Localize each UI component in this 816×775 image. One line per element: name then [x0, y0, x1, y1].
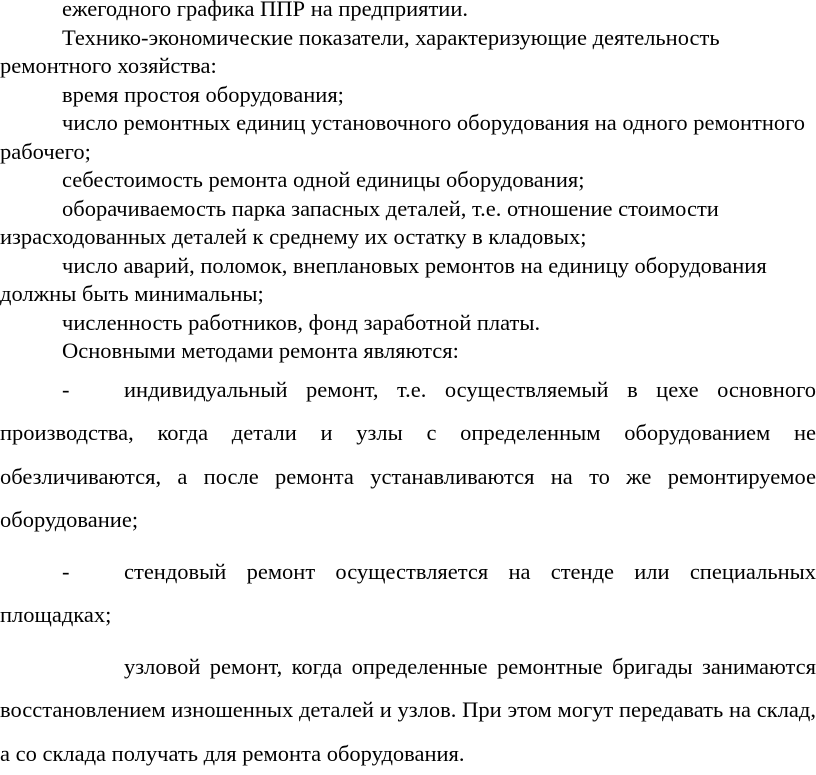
- methods-list: [0, 368, 816, 775]
- list-item-2: [0, 550, 816, 637]
- list-marker-dash: -: [62, 368, 124, 412]
- paragraph-8: численность работников, фонд заработной платы.: [0, 309, 816, 338]
- list-item-text: узловой ремонт, когда определенные ремонтные бригады занимаются восстановлением изношенных деталей и узлов. При этом могут передавать на склад, а со склада получать для ремонта оборудования.: [0, 654, 816, 766]
- list-item-text: индивидуальный ремонт, т.е. осуществляемый в цехе основного производства, когда детали и узлы с определенным оборудованием не обезличиваются, а после ремонта устанавливаются на то же ремонтируемое оборудование;: [0, 377, 816, 533]
- paragraph-3: время простоя оборудования;: [0, 81, 816, 110]
- paragraph-6: оборачиваемость парка запасных деталей, т.е. отношение стоимости израсходованных деталей к среднему их остатку в кладовых;: [0, 195, 816, 252]
- paragraph-9: Основными методами ремонта являются:: [0, 337, 816, 366]
- list-item-3: [0, 645, 816, 775]
- list-item-text: стендовый ремонт осуществляется на стенде или специальных площадках;: [0, 559, 816, 628]
- list-marker-dash: -: [62, 550, 124, 594]
- list-item-1: [0, 368, 816, 542]
- paragraph-2: Технико-экономические показатели, характеризующие деятельность ремонтного хозяйства:: [0, 24, 816, 81]
- text-block-top: [0, 0, 816, 366]
- paragraph-5: себестоимость ремонта одной единицы оборудования;: [0, 166, 816, 195]
- paragraph-7: число аварий, поломок, внеплановых ремонтов на единицу оборудования должны быть минимальны;: [0, 252, 816, 309]
- paragraph-1: ежегодного графика ППР на предприятии.: [0, 0, 816, 24]
- paragraph-4: число ремонтных единиц установочного оборудования на одного ремонтного рабочего;: [0, 109, 816, 166]
